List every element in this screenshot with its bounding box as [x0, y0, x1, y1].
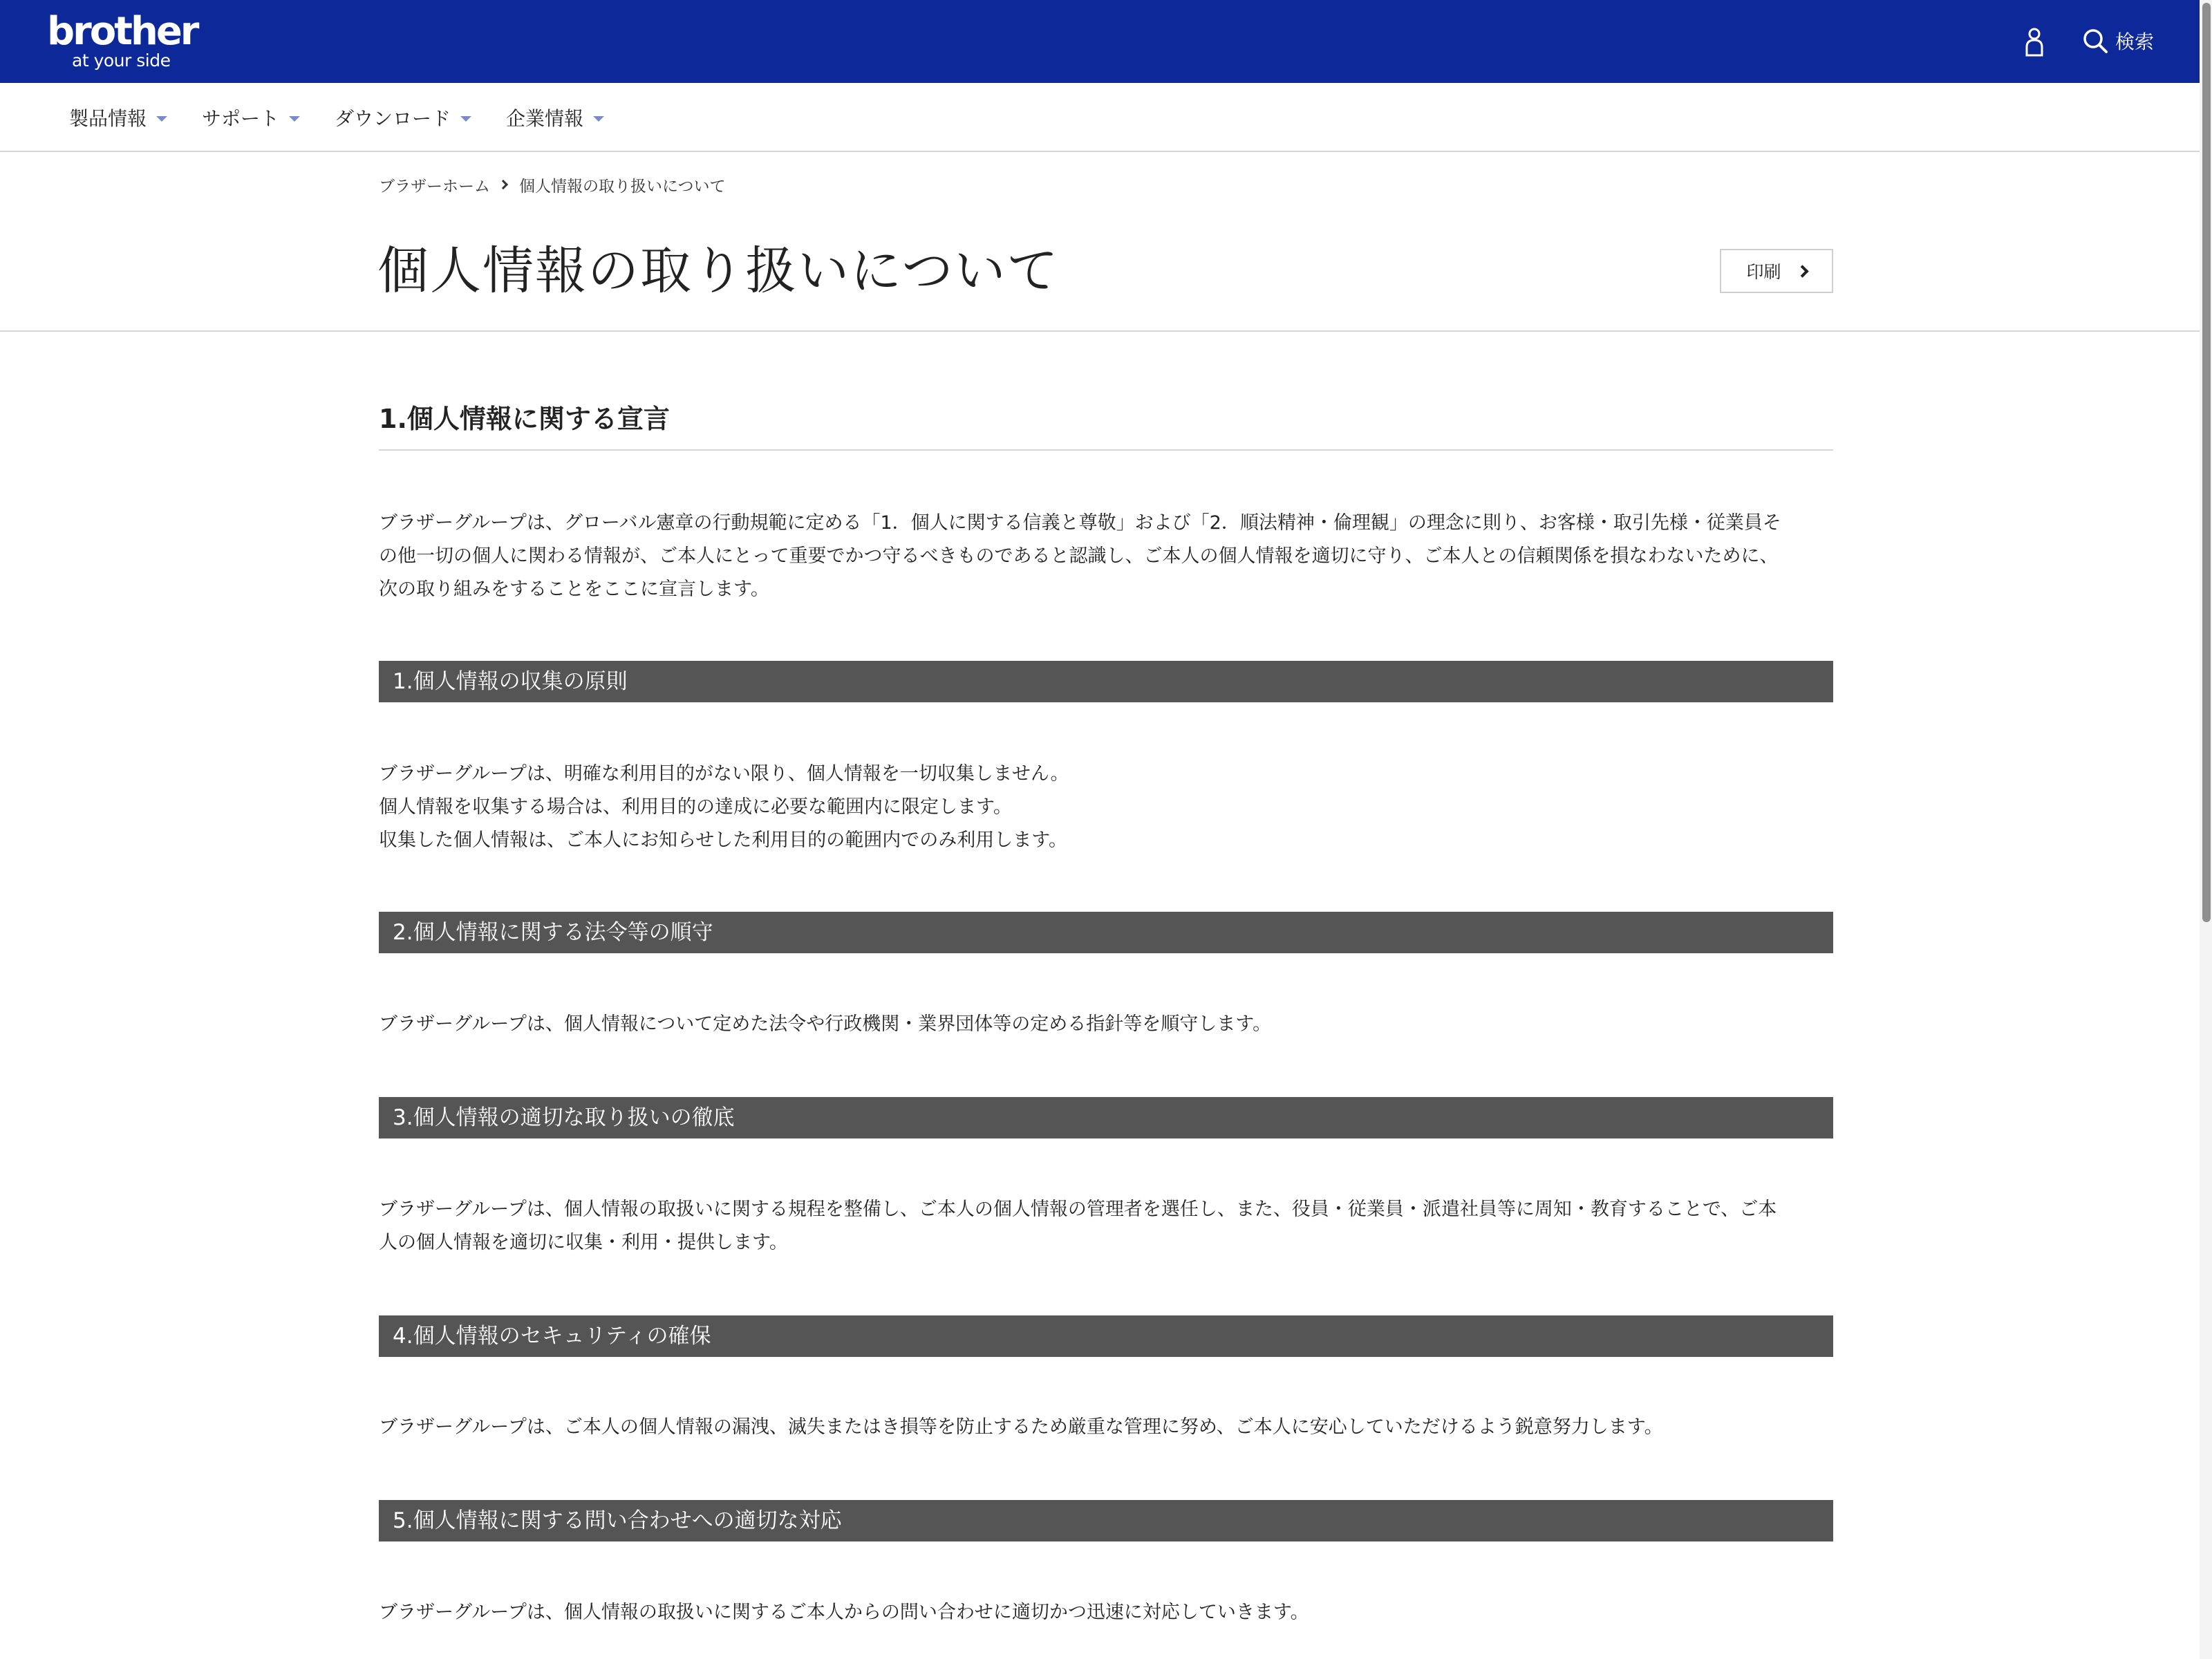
nav-item-label: ダウンロード [335, 107, 451, 130]
subsection-body [379, 1008, 1833, 1041]
subsection-body [379, 758, 1833, 857]
subsection-header: 3.個人情報の適切な取り扱いの徹底 [379, 1097, 1833, 1138]
search-button[interactable] [2081, 24, 2154, 58]
brother-logo[interactable] [47, 9, 198, 71]
main-nav [0, 83, 2212, 152]
text-line: 収集した個人情報は、ご本人にお知らせした利用目的の範囲内でのみ利用します。 [379, 830, 1068, 851]
nav-item-label: サポート [202, 107, 280, 130]
text-line: ブラザーグループは、個人情報の取扱いに関するご本人からの問い合わせに適切かつ迅速に対応していきます。 [379, 1602, 1309, 1623]
nav-item-corporate[interactable] [506, 83, 604, 152]
print-button[interactable] [1720, 249, 1833, 293]
nav-item-label: 製品情報 [69, 107, 147, 130]
subsection-body [379, 1596, 1833, 1629]
nav-item-label: 企業情報 [506, 107, 584, 130]
search-label: 検索 [2115, 30, 2155, 53]
subsection-body [379, 1411, 1833, 1444]
text-line: ブラザーグループは、個人情報の取扱いに関する規程を整備し、ご本人の個人情報の管理者を選任し、また、役員・従業員・派遣社員等に周知・教育することで、ご本 [379, 1199, 1777, 1220]
caret-down-icon [289, 116, 300, 122]
intro-paragraph [379, 507, 1833, 606]
text-line: の他一切の個人に関わる情報が、ご本人にとって重要でかつ守るべきものであると認識し、ご本人の個人情報を適切に守り、ご本人との信頼関係を損なわないために、 [379, 545, 1779, 567]
user-account-icon[interactable] [2024, 26, 2045, 57]
section-heading: 1.個人情報に関する宣言 [379, 404, 670, 434]
logo-wordmark: brother [47, 9, 198, 54]
scrollbar-thumb[interactable] [2202, 3, 2211, 922]
subsection-header: 1.個人情報の収集の原則 [379, 661, 1833, 702]
text-line: ブラザーグループは、明確な利用目的がない限り、個人情報を一切収集しません。 [379, 763, 1069, 785]
text-line: 次の取り組みをすることをここに宣言します。 [379, 579, 769, 600]
subsection-body [379, 1193, 1833, 1259]
text-line: 個人情報を収集する場合は、利用目的の達成に必要な範囲内に限定します。 [379, 796, 1012, 818]
site-header [0, 0, 2212, 83]
divider [0, 330, 2212, 332]
text-line: 人の個人情報を適切に収集・利用・提供します。 [379, 1232, 788, 1253]
subsection-header: 4.個人情報のセキュリティの確保 [379, 1315, 1833, 1357]
breadcrumb [379, 173, 726, 196]
page-title: 個人情報の取り扱いについて [377, 241, 1060, 301]
text-line: ブラザーグループは、個人情報について定めた法令や行政機関・業界団体等の定める指針等を順守します。 [379, 1013, 1272, 1035]
subsection-header: 5.個人情報に関する問い合わせへの適切な対応 [379, 1500, 1833, 1541]
caret-down-icon [460, 116, 471, 122]
divider [379, 449, 1833, 451]
nav-item-download[interactable] [335, 83, 471, 152]
text-line: ブラザーグループは、ご本人の個人情報の漏洩、滅失またはき損等を防止するため厳重な管理に努め、ご本人に安心していただけるよう鋭意努力します。 [379, 1416, 1663, 1438]
search-icon [2081, 26, 2110, 55]
caret-down-icon [156, 116, 167, 122]
breadcrumb-current: 個人情報の取り扱いについて [519, 177, 726, 196]
chevron-right-icon [1796, 265, 1808, 277]
breadcrumb-home-link[interactable]: ブラザーホーム [379, 177, 490, 196]
nav-item-products[interactable] [69, 83, 167, 152]
print-label: 印刷 [1746, 262, 1781, 282]
subsection-header: 2.個人情報に関する法令等の順守 [379, 912, 1833, 953]
text-line: ブラザーグループは、グローバル憲章の行動規範に定める「1．個人に関する信義と尊敬」および「2．順法精神・倫理観」の理念に則り、お客様・取引先様・従業員そ [379, 512, 1781, 534]
logo-tagline: at your side [72, 50, 171, 71]
nav-item-support[interactable] [202, 83, 300, 152]
chevron-right-icon [498, 180, 508, 189]
caret-down-icon [593, 116, 604, 122]
